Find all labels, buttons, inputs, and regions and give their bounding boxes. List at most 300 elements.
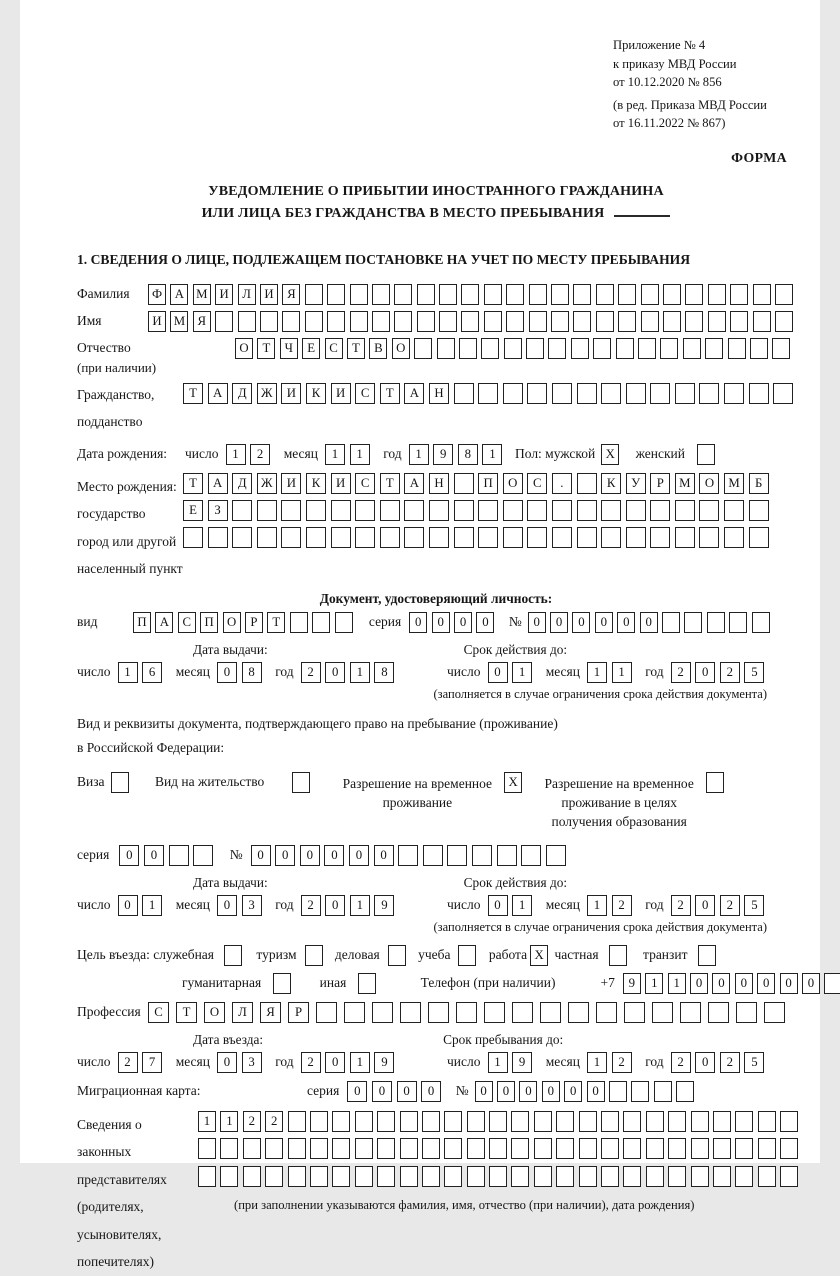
char-cell[interactable] — [428, 1002, 449, 1023]
char-cell[interactable]: Т — [347, 338, 365, 359]
char-cell[interactable] — [750, 338, 768, 359]
char-cell[interactable] — [439, 284, 457, 305]
char-cell[interactable] — [111, 772, 129, 793]
char-cell[interactable] — [579, 1166, 597, 1187]
char-cell[interactable]: К — [306, 473, 326, 494]
char-cell[interactable]: 0 — [251, 845, 271, 866]
char-cell[interactable] — [705, 338, 723, 359]
char-cell[interactable] — [489, 1111, 507, 1132]
char-cell[interactable] — [331, 527, 351, 548]
char-cell[interactable] — [478, 383, 498, 404]
char-cell[interactable] — [372, 1002, 393, 1023]
char-cell[interactable]: 1 — [409, 444, 429, 465]
char-cell[interactable]: 8 — [458, 444, 478, 465]
char-cell[interactable]: 0 — [528, 612, 546, 633]
char-cell[interactable] — [699, 500, 719, 521]
char-cell[interactable] — [503, 527, 523, 548]
char-cell[interactable]: Р — [245, 612, 263, 633]
char-cell[interactable] — [631, 1081, 649, 1102]
char-cell[interactable] — [708, 1002, 729, 1023]
char-cell[interactable]: Н — [429, 473, 449, 494]
char-cell[interactable] — [596, 311, 614, 332]
char-cell[interactable] — [699, 527, 719, 548]
char-cell[interactable] — [478, 500, 498, 521]
char-cell[interactable] — [668, 1166, 686, 1187]
char-cell[interactable]: 0 — [690, 973, 708, 994]
char-cell[interactable]: 0 — [475, 1081, 493, 1102]
char-cell[interactable]: 1 — [220, 1111, 238, 1132]
char-cell[interactable] — [224, 945, 242, 966]
char-cell[interactable] — [713, 1166, 731, 1187]
char-cell[interactable] — [497, 845, 517, 866]
char-cell[interactable]: X — [601, 444, 619, 465]
char-cell[interactable] — [444, 1111, 462, 1132]
char-cell[interactable] — [601, 1111, 619, 1132]
char-cell[interactable] — [684, 612, 702, 633]
char-cell[interactable]: 0 — [488, 895, 508, 916]
char-cell[interactable] — [290, 612, 308, 633]
char-cell[interactable]: 0 — [488, 662, 508, 683]
char-cell[interactable] — [281, 527, 301, 548]
char-cell[interactable]: 2 — [301, 1052, 321, 1073]
char-cell[interactable]: 2 — [671, 662, 691, 683]
char-cell[interactable]: О — [503, 473, 523, 494]
char-cell[interactable]: И — [281, 383, 301, 404]
char-cell[interactable] — [652, 1002, 673, 1023]
char-cell[interactable]: 0 — [735, 973, 753, 994]
char-cell[interactable]: М — [170, 311, 188, 332]
char-cell[interactable]: Т — [267, 612, 285, 633]
char-cell[interactable] — [400, 1111, 418, 1132]
char-cell[interactable] — [414, 338, 432, 359]
char-cell[interactable] — [616, 338, 634, 359]
char-cell[interactable] — [601, 527, 621, 548]
char-cell[interactable]: Б — [749, 473, 769, 494]
char-cell[interactable]: 0 — [497, 1081, 515, 1102]
char-cell[interactable] — [429, 500, 449, 521]
char-cell[interactable] — [355, 1166, 373, 1187]
char-cell[interactable]: 0 — [564, 1081, 582, 1102]
char-cell[interactable] — [478, 527, 498, 548]
char-cell[interactable] — [618, 284, 636, 305]
char-cell[interactable] — [400, 1166, 418, 1187]
char-cell[interactable] — [456, 1002, 477, 1023]
char-cell[interactable] — [377, 1111, 395, 1132]
char-cell[interactable]: 0 — [695, 662, 715, 683]
char-cell[interactable] — [257, 500, 277, 521]
char-cell[interactable] — [310, 1166, 328, 1187]
char-cell[interactable] — [753, 311, 771, 332]
char-cell[interactable]: М — [675, 473, 695, 494]
char-cell[interactable] — [305, 945, 323, 966]
char-cell[interactable] — [169, 845, 189, 866]
char-cell[interactable] — [388, 945, 406, 966]
char-cell[interactable] — [400, 1002, 421, 1023]
char-cell[interactable]: И — [281, 473, 301, 494]
char-cell[interactable] — [232, 527, 252, 548]
char-cell[interactable] — [577, 527, 597, 548]
char-cell[interactable] — [730, 311, 748, 332]
char-cell[interactable]: 1 — [142, 895, 162, 916]
char-cell[interactable] — [596, 1002, 617, 1023]
char-cell[interactable]: 0 — [595, 612, 613, 633]
char-cell[interactable] — [577, 500, 597, 521]
char-cell[interactable]: 1 — [226, 444, 246, 465]
char-cell[interactable] — [552, 500, 572, 521]
char-cell[interactable]: 0 — [695, 1052, 715, 1073]
char-cell[interactable]: 0 — [119, 845, 139, 866]
char-cell[interactable]: 1 — [645, 973, 663, 994]
char-cell[interactable] — [676, 1081, 694, 1102]
char-cell[interactable] — [534, 1166, 552, 1187]
char-cell[interactable]: Е — [183, 500, 203, 521]
char-cell[interactable]: К — [601, 473, 621, 494]
char-cell[interactable] — [623, 1138, 641, 1159]
char-cell[interactable]: 9 — [374, 1052, 394, 1073]
char-cell[interactable] — [489, 1138, 507, 1159]
char-cell[interactable] — [609, 1081, 627, 1102]
char-cell[interactable] — [281, 500, 301, 521]
char-cell[interactable] — [708, 284, 726, 305]
char-cell[interactable] — [663, 311, 681, 332]
char-cell[interactable]: Л — [238, 284, 256, 305]
char-cell[interactable] — [377, 1138, 395, 1159]
char-cell[interactable]: 2 — [671, 895, 691, 916]
char-cell[interactable]: И — [148, 311, 166, 332]
char-cell[interactable] — [447, 845, 467, 866]
char-cell[interactable]: А — [404, 383, 424, 404]
char-cell[interactable] — [624, 1002, 645, 1023]
char-cell[interactable]: Т — [380, 473, 400, 494]
char-cell[interactable] — [736, 1002, 757, 1023]
char-cell[interactable]: О — [392, 338, 410, 359]
char-cell[interactable] — [288, 1166, 306, 1187]
char-cell[interactable] — [675, 383, 695, 404]
char-cell[interactable]: Д — [232, 473, 252, 494]
char-cell[interactable]: 0 — [421, 1081, 441, 1102]
char-cell[interactable]: 1 — [325, 444, 345, 465]
char-cell[interactable] — [735, 1138, 753, 1159]
char-cell[interactable]: X — [530, 945, 548, 966]
char-cell[interactable] — [312, 612, 330, 633]
char-cell[interactable] — [660, 338, 678, 359]
char-cell[interactable] — [675, 500, 695, 521]
char-cell[interactable]: 0 — [587, 1081, 605, 1102]
char-cell[interactable]: И — [260, 284, 278, 305]
char-cell[interactable]: З — [208, 500, 228, 521]
char-cell[interactable]: 0 — [695, 895, 715, 916]
char-cell[interactable] — [735, 1166, 753, 1187]
char-cell[interactable] — [467, 1166, 485, 1187]
char-cell[interactable]: С — [148, 1002, 169, 1023]
char-cell[interactable]: 1 — [118, 662, 138, 683]
char-cell[interactable] — [512, 1002, 533, 1023]
char-cell[interactable]: А — [170, 284, 188, 305]
char-cell[interactable] — [556, 1166, 574, 1187]
char-cell[interactable]: 1 — [350, 1052, 370, 1073]
char-cell[interactable]: Л — [232, 1002, 253, 1023]
char-cell[interactable] — [707, 612, 725, 633]
char-cell[interactable] — [208, 527, 228, 548]
char-cell[interactable] — [437, 338, 455, 359]
char-cell[interactable] — [260, 311, 278, 332]
char-cell[interactable] — [398, 845, 418, 866]
char-cell[interactable]: М — [724, 473, 744, 494]
char-cell[interactable]: 2 — [671, 1052, 691, 1073]
char-cell[interactable]: 1 — [350, 662, 370, 683]
char-cell[interactable]: Т — [257, 338, 275, 359]
char-cell[interactable] — [503, 500, 523, 521]
char-cell[interactable]: О — [204, 1002, 225, 1023]
char-cell[interactable] — [654, 1081, 672, 1102]
char-cell[interactable]: И — [215, 284, 233, 305]
char-cell[interactable] — [683, 338, 701, 359]
char-cell[interactable]: Я — [282, 284, 300, 305]
char-cell[interactable] — [623, 1166, 641, 1187]
char-cell[interactable] — [484, 1002, 505, 1023]
char-cell[interactable]: 5 — [744, 1052, 764, 1073]
char-cell[interactable] — [310, 1138, 328, 1159]
char-cell[interactable] — [773, 383, 793, 404]
char-cell[interactable] — [556, 1111, 574, 1132]
char-cell[interactable]: 8 — [242, 662, 262, 683]
char-cell[interactable] — [706, 772, 724, 793]
char-cell[interactable]: О — [223, 612, 241, 633]
char-cell[interactable] — [344, 1002, 365, 1023]
char-cell[interactable]: Е — [302, 338, 320, 359]
char-cell[interactable]: 2 — [118, 1052, 138, 1073]
char-cell[interactable] — [749, 527, 769, 548]
char-cell[interactable] — [454, 527, 474, 548]
char-cell[interactable] — [685, 284, 703, 305]
char-cell[interactable] — [685, 311, 703, 332]
char-cell[interactable] — [503, 383, 523, 404]
char-cell[interactable] — [273, 973, 291, 994]
char-cell[interactable]: 0 — [349, 845, 369, 866]
char-cell[interactable]: Т — [183, 473, 203, 494]
char-cell[interactable] — [626, 383, 646, 404]
char-cell[interactable] — [444, 1138, 462, 1159]
char-cell[interactable]: 5 — [744, 662, 764, 683]
char-cell[interactable] — [527, 500, 547, 521]
char-cell[interactable]: 1 — [512, 895, 532, 916]
char-cell[interactable] — [332, 1138, 350, 1159]
char-cell[interactable]: 0 — [542, 1081, 560, 1102]
char-cell[interactable] — [662, 612, 680, 633]
char-cell[interactable] — [577, 383, 597, 404]
char-cell[interactable] — [454, 500, 474, 521]
char-cell[interactable] — [331, 500, 351, 521]
char-cell[interactable] — [454, 383, 474, 404]
char-cell[interactable]: 0 — [347, 1081, 367, 1102]
char-cell[interactable]: 2 — [612, 895, 632, 916]
char-cell[interactable]: 1 — [587, 662, 607, 683]
char-cell[interactable] — [238, 311, 256, 332]
char-cell[interactable]: 1 — [488, 1052, 508, 1073]
char-cell[interactable]: 1 — [350, 444, 370, 465]
char-cell[interactable]: У — [626, 473, 646, 494]
char-cell[interactable]: 2 — [720, 662, 740, 683]
char-cell[interactable] — [552, 383, 572, 404]
char-cell[interactable]: 0 — [275, 845, 295, 866]
char-cell[interactable]: 2 — [720, 895, 740, 916]
char-cell[interactable]: 0 — [780, 973, 798, 994]
char-cell[interactable] — [461, 311, 479, 332]
char-cell[interactable]: 0 — [217, 1052, 237, 1073]
char-cell[interactable] — [601, 1166, 619, 1187]
char-cell[interactable] — [306, 500, 326, 521]
char-cell[interactable] — [775, 284, 793, 305]
char-cell[interactable] — [459, 338, 477, 359]
char-cell[interactable] — [764, 1002, 785, 1023]
char-cell[interactable]: . — [552, 473, 572, 494]
char-cell[interactable] — [579, 1138, 597, 1159]
char-cell[interactable] — [675, 527, 695, 548]
char-cell[interactable]: 0 — [217, 895, 237, 916]
char-cell[interactable] — [824, 973, 840, 994]
char-cell[interactable] — [423, 845, 443, 866]
char-cell[interactable] — [327, 311, 345, 332]
char-cell[interactable] — [439, 311, 457, 332]
char-cell[interactable]: Ж — [257, 383, 277, 404]
char-cell[interactable]: 0 — [397, 1081, 417, 1102]
char-cell[interactable]: 2 — [720, 1052, 740, 1073]
char-cell[interactable] — [422, 1111, 440, 1132]
char-cell[interactable]: 0 — [802, 973, 820, 994]
char-cell[interactable] — [668, 1111, 686, 1132]
char-cell[interactable]: 0 — [372, 1081, 392, 1102]
char-cell[interactable] — [454, 473, 474, 494]
char-cell[interactable] — [534, 1138, 552, 1159]
char-cell[interactable]: 0 — [118, 895, 138, 916]
char-cell[interactable] — [458, 945, 476, 966]
char-cell[interactable] — [417, 284, 435, 305]
char-cell[interactable] — [467, 1138, 485, 1159]
char-cell[interactable] — [316, 1002, 337, 1023]
char-cell[interactable] — [663, 284, 681, 305]
char-cell[interactable] — [772, 338, 790, 359]
char-cell[interactable] — [332, 1111, 350, 1132]
char-cell[interactable]: П — [133, 612, 151, 633]
char-cell[interactable] — [422, 1138, 440, 1159]
char-cell[interactable] — [511, 1166, 529, 1187]
char-cell[interactable]: 0 — [617, 612, 635, 633]
char-cell[interactable]: 1 — [198, 1111, 216, 1132]
char-cell[interactable] — [601, 500, 621, 521]
char-cell[interactable] — [380, 527, 400, 548]
char-cell[interactable] — [579, 1111, 597, 1132]
char-cell[interactable]: 0 — [454, 612, 472, 633]
char-cell[interactable] — [193, 845, 213, 866]
char-cell[interactable] — [638, 338, 656, 359]
char-cell[interactable] — [417, 311, 435, 332]
char-cell[interactable]: 0 — [409, 612, 427, 633]
char-cell[interactable]: 1 — [587, 1052, 607, 1073]
char-cell[interactable] — [404, 527, 424, 548]
char-cell[interactable] — [183, 527, 203, 548]
char-cell[interactable]: В — [369, 338, 387, 359]
char-cell[interactable] — [650, 527, 670, 548]
char-cell[interactable]: 0 — [325, 662, 345, 683]
char-cell[interactable]: 6 — [142, 662, 162, 683]
char-cell[interactable]: 1 — [350, 895, 370, 916]
char-cell[interactable]: 0 — [432, 612, 450, 633]
char-cell[interactable] — [380, 500, 400, 521]
char-cell[interactable] — [394, 284, 412, 305]
char-cell[interactable] — [506, 311, 524, 332]
char-cell[interactable] — [355, 527, 375, 548]
char-cell[interactable] — [680, 1002, 701, 1023]
char-cell[interactable]: 0 — [374, 845, 394, 866]
char-cell[interactable]: 0 — [712, 973, 730, 994]
char-cell[interactable]: Н — [429, 383, 449, 404]
char-cell[interactable] — [422, 1166, 440, 1187]
char-cell[interactable] — [282, 311, 300, 332]
char-cell[interactable] — [215, 311, 233, 332]
char-cell[interactable]: 7 — [142, 1052, 162, 1073]
char-cell[interactable]: Ф — [148, 284, 166, 305]
char-cell[interactable]: Ч — [280, 338, 298, 359]
char-cell[interactable] — [372, 311, 390, 332]
char-cell[interactable] — [355, 1111, 373, 1132]
char-cell[interactable]: Р — [288, 1002, 309, 1023]
char-cell[interactable] — [609, 945, 627, 966]
char-cell[interactable] — [394, 311, 412, 332]
char-cell[interactable] — [504, 338, 522, 359]
char-cell[interactable] — [511, 1138, 529, 1159]
char-cell[interactable] — [618, 311, 636, 332]
char-cell[interactable] — [265, 1166, 283, 1187]
char-cell[interactable]: О — [699, 473, 719, 494]
char-cell[interactable] — [306, 527, 326, 548]
char-cell[interactable] — [350, 311, 368, 332]
char-cell[interactable] — [730, 284, 748, 305]
char-cell[interactable] — [355, 500, 375, 521]
char-cell[interactable] — [775, 311, 793, 332]
char-cell[interactable]: 9 — [433, 444, 453, 465]
char-cell[interactable] — [400, 1138, 418, 1159]
char-cell[interactable]: 0 — [572, 612, 590, 633]
char-cell[interactable]: 2 — [265, 1111, 283, 1132]
char-cell[interactable]: Т — [176, 1002, 197, 1023]
char-cell[interactable]: 9 — [374, 895, 394, 916]
char-cell[interactable]: 0 — [300, 845, 320, 866]
char-cell[interactable]: Я — [260, 1002, 281, 1023]
char-cell[interactable] — [650, 500, 670, 521]
char-cell[interactable] — [243, 1138, 261, 1159]
char-cell[interactable] — [593, 338, 611, 359]
char-cell[interactable]: 3 — [242, 1052, 262, 1073]
char-cell[interactable] — [527, 383, 547, 404]
char-cell[interactable] — [724, 500, 744, 521]
char-cell[interactable] — [626, 527, 646, 548]
char-cell[interactable] — [305, 311, 323, 332]
char-cell[interactable] — [526, 338, 544, 359]
char-cell[interactable]: 1 — [512, 662, 532, 683]
char-cell[interactable]: Ж — [257, 473, 277, 494]
char-cell[interactable] — [573, 284, 591, 305]
char-cell[interactable]: С — [355, 473, 375, 494]
char-cell[interactable] — [506, 284, 524, 305]
char-cell[interactable] — [780, 1138, 798, 1159]
char-cell[interactable] — [708, 311, 726, 332]
char-cell[interactable] — [220, 1166, 238, 1187]
char-cell[interactable] — [601, 1138, 619, 1159]
char-cell[interactable] — [243, 1166, 261, 1187]
char-cell[interactable]: 2 — [243, 1111, 261, 1132]
char-cell[interactable] — [257, 527, 277, 548]
char-cell[interactable] — [511, 1111, 529, 1132]
